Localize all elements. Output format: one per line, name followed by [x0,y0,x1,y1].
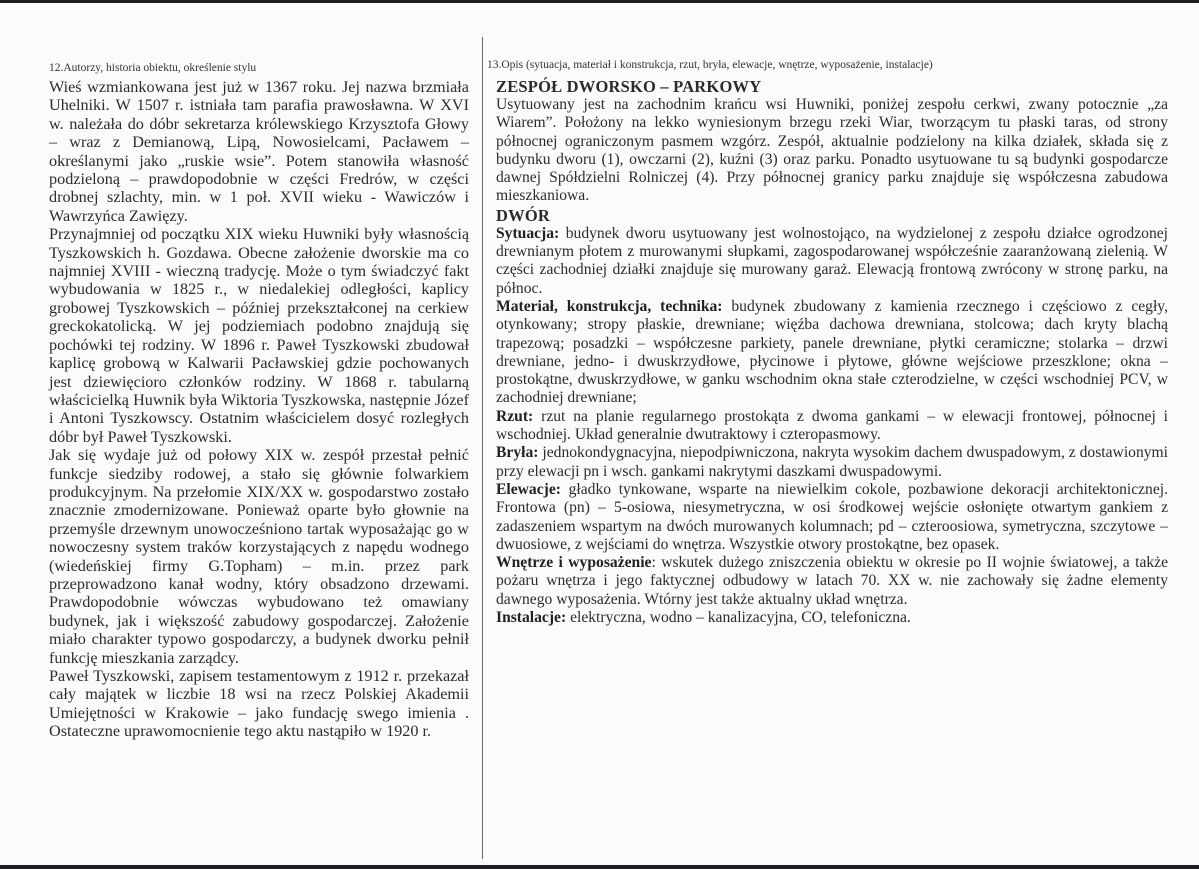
entry-text: budynek zbudowany z kamienia rzecznego i częściowo z cegły, otynkowany; stropy płaskie, drewniane; więźba dachowa drewniana, stolcowa; dach kryty blachą trapezową; posadzki – współczesne parkiety, panele drewniane, płytki ceramiczne; stolarka – drzwi drewniane, jedno- i dwuskrzydłowe, płycinowe i płytowe, główne wejściowe przeszklone; okna – prostokątne, dwuskrzydłowe, w ganku wschodnim okna stałe czterodzielne, w części wschodniej PCV, w zachodniej drewniane; [496,297,1168,407]
section-label-history: 12.Autorzy, historia obiektu, określenie stylu [49,62,257,74]
history-paragraph: Paweł Tyszkowski, zapisem testamentowym z 1912 r. przekazał cały majątek w liczbie 18 wsi na rzecz Polskiej Akademii Umiejętności w Krakowie – jako fundację swego imienia . Ostateczne uprawomocnienie tego aktu nastąpiło w 1920 r. [49,667,469,741]
entry-label: Elewacje: [496,480,561,498]
entry-label: Instalacje: [496,609,567,627]
entry-text: : wskutek dużego zniszczenia obiektu w okresie po II wojnie światowej, a także pożaru wnętrza i jego faktycznej odbudowy w latach 70. XX w. nie zachowały się żadne elementy dawnego wyposażenia. Wtórny jest także aktualny układ wnętrza. [496,554,1169,608]
entry-text: budynek dworu usytuowany jest wolnostojąco, na wydzielonej z zespołu działce ogrodzonej drewnianym płotem z murowanymi słupkami, zagospodarowanej współcześnie zaaranżowaną zielenią. W części zachodniej działki znajduje się murowany garaż. Elewacją frontową zwrócony w stronę parku, na północ. [496,224,1168,297]
entry-situation [496,225,1168,298]
heading-manor: DWÓR [496,205,550,225]
complex-paragraph: Usytuowany jest na zachodnim krańcu wsi Huwniki, poniżej zespołu cerkwi, zwany potocznie „za Wiarem”. Położony na lekko wyniesionym brzegu rzeki Wiar, tworzącym tu płaski taras, od strony północnej ograniczonym pasmem wzgórz. Zespół, aktualnie podzielony na kilka działek, składa się z budynku dworu (1), owczarni (2), kuźni (3) oraz parku. Ponadto usytuowane tu są budynki gospodarcze dawnej Spółdzielni Rolniczej (4). Przy północnej granicy parku znajduje się współczesna zabudowa mieszkaniowa. [496,96,1168,205]
history-paragraph: Przynajmniej od początku XIX wieku Huwniki były własnością Tyszkowskich h. Gozdawa. Obecne założenie dworskie ma co najmniej XVIII - wieczną tradycję. Może o tym świadczyć fakt wybudowania w 1825 r., w niedalekiej odległości, kaplicy grobowej Tyszkowskich – później przekształconej na cerkiew greckokatolicką. W jej podziemiach podobno znajdują się pochówki tej rodziny. W 1896 r. Paweł Tyszkowski zbudował kaplicę grobową w Kalwarii Pacławskiej gdzie pochowanych jest dziewięcioro członków rodziny. W 1868 r. tabularną właścicielką Huwnik była Wiktoria Tyszkowska, następnie Józef i Antoni Tyszkowscy. Ostatnim właścicielem dosyć rozległych dóbr był Paweł Tyszkowski. [49,225,469,446]
heading-complex: ZESPÓŁ DWORSKO – PARKOWY [496,77,762,96]
entry-label: Sytuacja: [496,224,560,242]
entry-label: Wnętrze i wyposażenie [496,554,652,572]
entry-label: Bryła: [496,444,539,462]
scanned-document-page [0,3,1199,865]
entry-interior [496,554,1168,609]
section-label-description: 13.Opis (sytuacja, materiał i konstrukcja, rzut, bryła, elewacje, wnętrze, wyposażenie, instalacje) [487,59,933,71]
entry-elevations [496,481,1168,554]
column-divider [482,37,483,859]
entry-text: gładko tynkowane, wsparte na niewielkim cokole, pozbawione dekoracji architektonicznej. Frontowa (pn) – 5-osiowa, niesymetryczna, w osi środkowej wejście osłonięte otwartym gankiem z zadaszeniem wspartym na dwóch murowanych kolumnach; pd – czteroosiowa, symetryczna, szczytowe – dwuosiowe, z wejściami do wnętrza. Wszystkie otwory prostokątne, bez opasek. [496,480,1168,553]
entry-installations [496,609,1168,627]
entry-text: rzut na planie regularnego prostokąta z dwoma gankami – w elewacji frontowej, północnej i wschodniej. Układ generalnie dwutraktowy i czteropasmowy. [496,407,1168,444]
entry-material [496,298,1168,408]
history-text [49,78,469,741]
history-section [49,61,469,741]
entry-massing [496,444,1168,481]
entry-label: Materiał, konstrukcja, technika: [496,297,723,315]
history-paragraph: Jak się wydaje już od połowy XIX w. zespół przestał pełnić funkcje siedziby rodowej, a stało się głównie folwarkiem produkcyjnym. Na przełomie XIX/XX w. gospodarstwo zostało znacznie zmodernizowane. Ponieważ oparte było głownie na przemyśle drzewnym unowocześniono tartak wyposażając go w nowoczesny system traków korzystających z napędu wodnego (wiedeńskiej firmy G.Topham) – m.in. przez park przeprowadzono kanał wodny, który obsadzono drzewami. Prawdopodobnie wówczas wybudowano też omawiany budynek, jak i większość zabudowy gospodarczej. Założenie miało charakter typowo gospodarczy, a budynek dworku pełnił funkcję mieszkania zarządcy. [49,446,469,667]
entry-text: jednokondygnacyjna, niepodpiwniczona, nakryta wysokim dachem dwuspadowym, z dostawionymi przy elewacji pn i wsch. gankami nakrytymi daszkami dwuspadowymi. [496,444,1168,480]
entry-label: Rzut: [496,407,534,425]
entry-plan [496,408,1168,445]
description-section [487,58,1177,627]
entry-text: elektryczna, wodno – kanalizacyjna, CO, telefoniczna. [566,609,911,627]
history-paragraph: Wieś wzmiankowana jest już w 1367 roku. Jej nazwa brzmiała Uhelniki. W 1507 r. istniała tam parafia prawosławna. W XVI w. należała do dóbr sekretarza królewskiego Krzysztofa Głowy – wraz z Demianową, Lipą, Nowosielcami, Pacławem – określanymi jako „ruskie wsie”. Potem stanowiła własność podzieloną – prawdopodobnie w części Fredrów, w części drobnej szlachty, min. w 1 poł. XVII wieku - Wawiczów i Wawrzyńca Zawięzy. [49,78,469,225]
description-text [496,77,1168,627]
